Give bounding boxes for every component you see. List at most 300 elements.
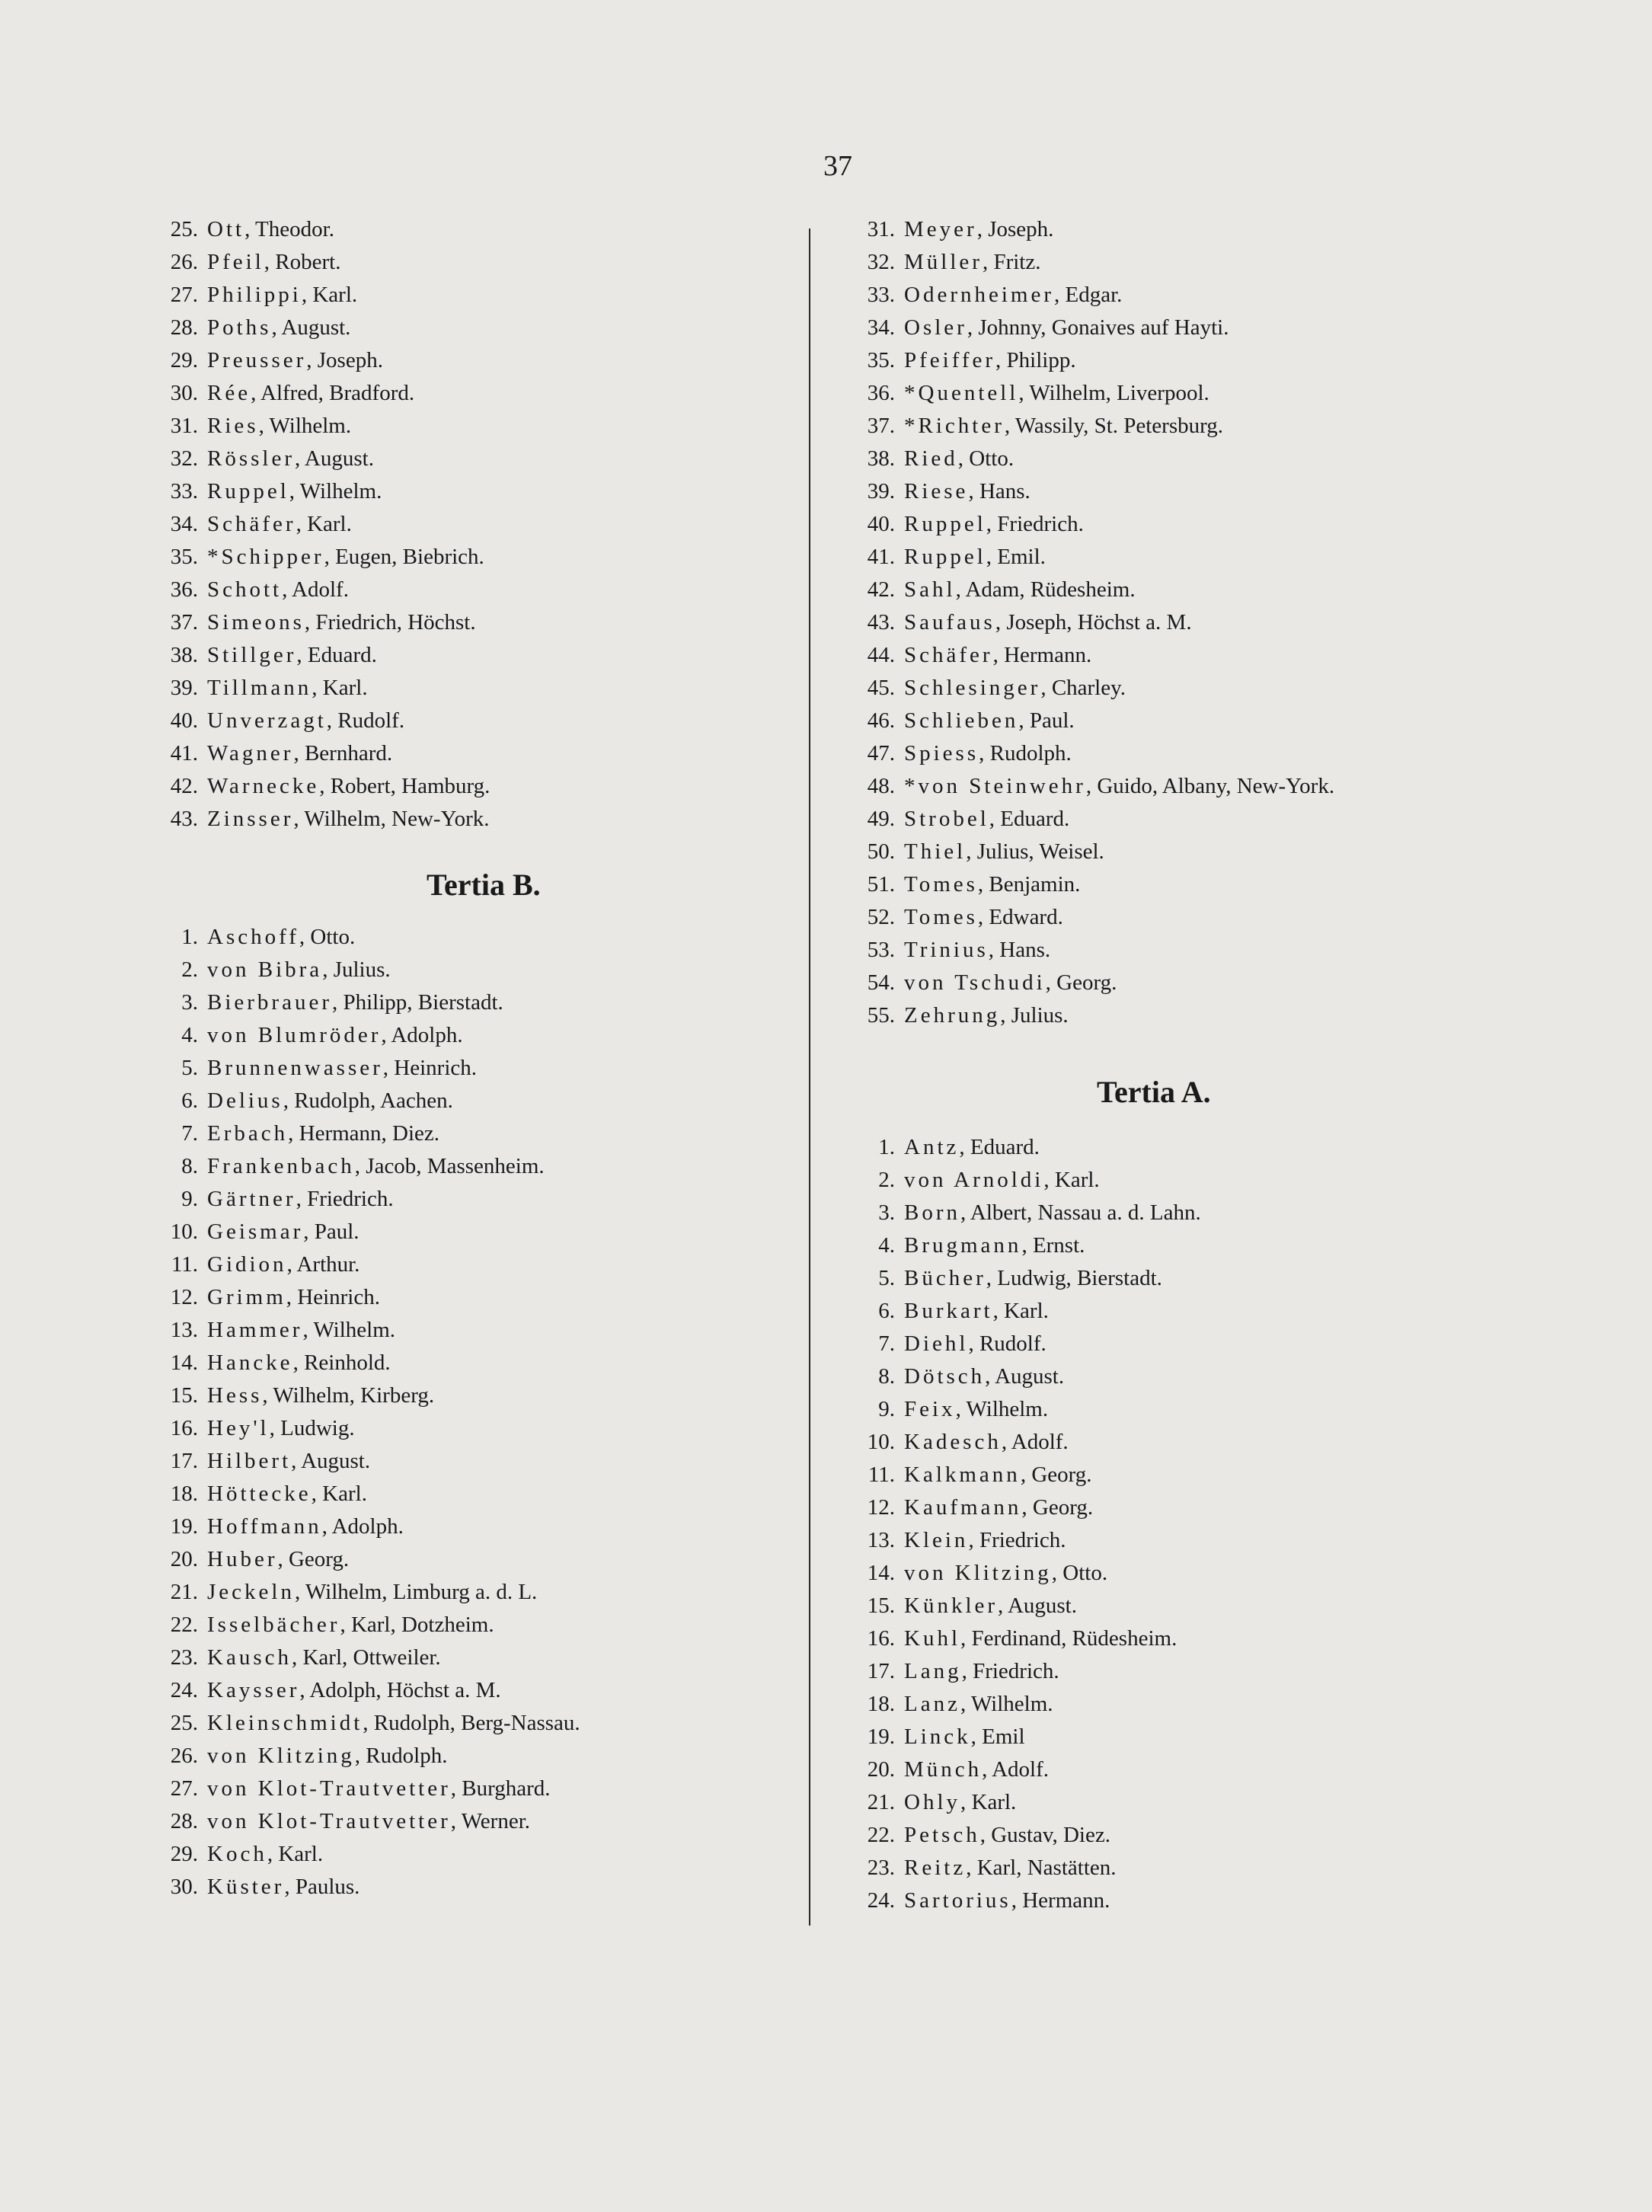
entry-surname: von Klot-Trautvetter [207, 1809, 451, 1833]
entry-separator: , [244, 217, 256, 241]
entry-separator: , [332, 990, 344, 1015]
list-entry [838, 1852, 1523, 1884]
list-entry [145, 574, 792, 606]
entry-number: 14. [170, 1351, 198, 1375]
entry-surname: Hey'l [207, 1416, 270, 1440]
entry-number: 13. [867, 1528, 895, 1552]
entry-separator: , [992, 1299, 1005, 1323]
entry-number: 12. [867, 1495, 895, 1520]
entry-details: Hans. [999, 938, 1051, 962]
entry-details: Wilhelm. [299, 479, 382, 503]
entry-surname: Rössler [207, 446, 295, 471]
entry-details: Guido, Albany, New-York. [1097, 774, 1335, 798]
list-entry [838, 1721, 1523, 1753]
entry-separator: , [986, 1266, 998, 1290]
entry-details: Karl. [971, 1790, 1017, 1814]
entry-surname: Preusser [207, 348, 307, 372]
column-divider [809, 229, 810, 1926]
list-entry [145, 443, 792, 475]
entry-surname: Stillger [207, 643, 297, 667]
list-entry [145, 1838, 792, 1871]
list-entry [145, 312, 792, 344]
entry-details: Adolph, Höchst a. M. [309, 1678, 501, 1702]
entry-details: Joseph. [317, 348, 383, 372]
entry-separator: , [1001, 1430, 1011, 1454]
entry-separator: , [959, 1135, 970, 1159]
entry-separator: , [303, 1219, 315, 1244]
entry-surname: Born [904, 1200, 960, 1225]
entry-details: Wilhelm, Limburg a. d. L. [305, 1580, 538, 1604]
list-entry [145, 954, 792, 986]
list-entry [838, 1197, 1523, 1229]
entry-details: Philipp, Bierstadt. [343, 990, 503, 1015]
entry-number: 16. [170, 1416, 198, 1440]
entry-details: Ernst. [1032, 1233, 1085, 1258]
entry-details: Wilhelm. [313, 1318, 396, 1342]
entry-surname: Feix [904, 1397, 956, 1421]
entry-number: 15. [867, 1593, 895, 1618]
entry-separator: , [979, 741, 990, 766]
list-entry [838, 868, 1523, 901]
entry-surname: Bücher [904, 1266, 986, 1290]
entry-separator: , [306, 348, 318, 372]
entry-surname: Geismar [207, 1219, 304, 1244]
entry-number: 35. [170, 545, 198, 569]
entry-number: 29. [170, 348, 198, 372]
entry-separator: , [284, 1875, 296, 1899]
entry-surname: Poths [207, 315, 272, 340]
entry-surname: Burkart [904, 1299, 993, 1323]
list-entry [838, 1328, 1523, 1360]
entry-details: Adam, Rüdesheim. [965, 577, 1136, 602]
entry-number: 52. [867, 905, 895, 929]
entry-surname: Dötsch [904, 1364, 986, 1389]
list-entry [145, 803, 792, 836]
list-entry [838, 246, 1523, 279]
entry-separator: , [960, 1692, 971, 1716]
entry-surname: Simeons [207, 610, 305, 635]
entry-surname: Sahl [904, 577, 956, 602]
entry-surname: Grimm [207, 1285, 286, 1309]
entry-surname: Odernheimer [904, 283, 1054, 307]
entry-surname: Kaufmann [904, 1495, 1022, 1520]
entry-details: Reinhold. [304, 1351, 391, 1375]
entry-surname: Ruppel [904, 545, 986, 569]
list-entry [838, 803, 1523, 836]
entry-surname: Jeckeln [207, 1580, 295, 1604]
entry-separator: , [986, 545, 998, 569]
entry-separator: , [1004, 414, 1015, 438]
list-entry [145, 1871, 792, 1904]
entry-number: 32. [170, 446, 198, 471]
entry-number: 24. [170, 1678, 198, 1702]
entry-number: 14. [867, 1561, 895, 1585]
entry-number: 43. [867, 610, 895, 635]
entry-details: Eduard. [1000, 807, 1070, 831]
entry-details: Rudolf. [337, 708, 405, 733]
list-entry [838, 705, 1523, 737]
entry-details: Hermann. [1022, 1888, 1110, 1913]
entry-surname: Rée [207, 381, 251, 405]
entry-number: 13. [170, 1318, 198, 1342]
entry-details: Heinrich. [297, 1285, 380, 1309]
entry-details: Robert. [275, 250, 341, 274]
entry-number: 1. [181, 925, 198, 949]
list-entry [838, 1688, 1523, 1721]
entry-details: Ludwig. [280, 1416, 355, 1440]
entry-details: Adolf. [992, 1757, 1049, 1782]
list-entry [838, 1819, 1523, 1852]
list-entry [838, 1786, 1523, 1819]
list-entry [145, 377, 792, 410]
entry-details: Rudolph, Aachen. [294, 1088, 453, 1113]
list-entry [838, 377, 1523, 410]
entry-details: Ludwig, Bierstadt. [997, 1266, 1162, 1290]
entry-separator: , [967, 315, 979, 340]
entry-details: Robert, Hamburg. [330, 774, 490, 798]
list-entry [838, 410, 1523, 443]
entry-details: Hans. [979, 479, 1031, 503]
entry-surname: Schäfer [207, 512, 296, 536]
entry-details: Gustav, Diez. [991, 1823, 1110, 1847]
list-entry [838, 639, 1523, 672]
entry-number: 25. [170, 217, 198, 241]
entry-surname: Gärtner [207, 1187, 296, 1211]
entry-number: 34. [170, 512, 198, 536]
entry-number: 15. [170, 1383, 198, 1408]
list-entry [145, 1347, 792, 1379]
entry-separator: , [955, 577, 966, 602]
entry-details: Albert, Nassau a. d. Lahn. [970, 1200, 1201, 1225]
entry-surname: Schott [207, 577, 283, 602]
entry-details: Emil [982, 1725, 1025, 1749]
entry-separator: , [326, 708, 338, 733]
entry-details: Joseph, Höchst a. M. [1006, 610, 1192, 635]
entry-separator: , [267, 1842, 279, 1866]
list-entry [145, 1478, 792, 1510]
entry-separator: , [989, 807, 1001, 831]
entry-details: Karl, Dotzheim. [350, 1613, 494, 1637]
entry-number: 40. [867, 512, 895, 536]
entry-separator: , [288, 1121, 299, 1146]
entry-details: Werner. [461, 1809, 531, 1833]
list-entry [145, 1248, 792, 1281]
entry-separator: , [1020, 1462, 1032, 1487]
entry-separator: , [450, 1776, 462, 1801]
entry-details: Wilhelm. [966, 1397, 1049, 1421]
entry-details: August. [281, 315, 351, 340]
entry-separator: , [450, 1809, 462, 1833]
page-number: 37 [823, 150, 852, 182]
list-entry [838, 574, 1523, 606]
entry-details: Otto. [310, 925, 356, 949]
list-entry [838, 1655, 1523, 1688]
entry-separator: , [1018, 708, 1030, 733]
entry-number: 18. [170, 1482, 198, 1506]
entry-separator: , [1000, 1003, 1011, 1028]
entry-surname: Hoffmann [207, 1514, 322, 1539]
entry-number: 18. [867, 1692, 895, 1716]
entry-surname: Höttecke [207, 1482, 312, 1506]
entry-number: 36. [170, 577, 198, 602]
entry-number: 28. [170, 315, 198, 340]
entry-surname: Kausch [207, 1645, 292, 1670]
entry-number: 17. [867, 1659, 895, 1683]
list-entry [145, 410, 792, 443]
entry-separator: , [296, 643, 308, 667]
entry-details: Otto. [1062, 1561, 1108, 1585]
entry-details: Eugen, Biebrich. [335, 545, 484, 569]
list-entry [838, 1557, 1523, 1590]
entry-details: Julius, Weisel. [976, 839, 1104, 864]
entry-surname: von Tschudi [904, 970, 1046, 995]
entry-details: Karl. [322, 1482, 367, 1506]
entry-separator: , [979, 1823, 992, 1847]
entry-surname: Schlesinger [904, 676, 1041, 700]
entry-surname: Diehl [904, 1331, 969, 1356]
entry-surname: von Bibra [207, 957, 323, 982]
entry-surname: *Schipper [207, 545, 324, 569]
entry-separator: , [381, 1023, 391, 1047]
entry-details: Emil. [997, 545, 1046, 569]
entry-separator: , [258, 414, 270, 438]
entry-separator: , [282, 577, 292, 602]
entry-number: 38. [170, 643, 198, 667]
entry-number: 17. [170, 1449, 198, 1473]
entry-details: Adolf. [292, 577, 349, 602]
entry-number: 23. [867, 1856, 895, 1880]
entry-separator: , [961, 1659, 973, 1683]
entry-surname: Ott [207, 217, 245, 241]
entry-number: 36. [867, 381, 895, 405]
entry-surname: von Klitzing [207, 1744, 355, 1768]
entry-number: 5. [878, 1266, 895, 1290]
entry-surname: Delius [207, 1088, 283, 1113]
list-entry [145, 770, 792, 803]
entry-details: Bernhard. [304, 741, 393, 766]
entry-separator: , [299, 925, 311, 949]
right-top-list [838, 213, 1523, 1032]
entry-number: 41. [170, 741, 198, 766]
entry-number: 5. [181, 1056, 198, 1080]
list-entry [145, 1085, 792, 1117]
entry-separator: , [277, 1547, 289, 1571]
entry-details: Heinrich. [394, 1056, 478, 1080]
entry-surname: Spiess [904, 741, 979, 766]
entry-separator: , [269, 1416, 281, 1440]
entry-number: 39. [170, 676, 198, 700]
entry-details: Friedrich. [979, 1528, 1066, 1552]
list-entry [145, 1281, 792, 1314]
entry-details: Adolph. [331, 1514, 404, 1539]
list-entry [145, 1543, 792, 1576]
entry-surname: Ried [904, 446, 958, 471]
entry-details: Rudolf. [979, 1331, 1046, 1356]
entry-details: Johnny, Gonaives auf Hayti. [978, 315, 1229, 340]
list-entry [145, 1740, 792, 1772]
entry-separator: , [289, 479, 300, 503]
entry-number: 43. [170, 807, 198, 831]
entry-number: 9. [181, 1187, 198, 1211]
entry-surname: Ohly [904, 1790, 960, 1814]
list-entry [145, 921, 792, 954]
entry-surname: Ries [207, 414, 259, 438]
entry-surname: Frankenbach [207, 1154, 355, 1178]
entry-details: Otto. [969, 446, 1015, 471]
entry-number: 8. [878, 1364, 895, 1389]
entry-details: Theodor. [255, 217, 334, 241]
list-entry [145, 475, 792, 508]
entry-number: 54. [867, 970, 895, 995]
entry-separator: , [283, 1088, 295, 1113]
list-entry [145, 705, 792, 737]
entry-details: Adolf. [1011, 1430, 1069, 1454]
entry-separator: , [296, 512, 308, 536]
entry-surname: Hammer [207, 1318, 303, 1342]
entry-details: Joseph. [988, 217, 1054, 241]
section-title-tertia-a: Tertia A. [1097, 1075, 1211, 1109]
entry-surname: Tillmann [207, 676, 312, 700]
entry-number: 3. [878, 1200, 895, 1225]
entry-number: 47. [867, 741, 895, 766]
list-entry [838, 967, 1523, 999]
entry-number: 37. [867, 414, 895, 438]
list-entry [145, 279, 792, 312]
entry-separator: , [293, 741, 305, 766]
entry-separator: , [960, 1790, 972, 1814]
entry-separator: , [986, 512, 998, 536]
list-entry [145, 1445, 792, 1478]
list-entry [838, 1884, 1523, 1917]
entry-number: 11. [868, 1462, 895, 1487]
entry-surname: Riese [904, 479, 969, 503]
entry-number: 4. [181, 1023, 198, 1047]
list-entry [838, 1229, 1523, 1262]
entry-separator: , [321, 1514, 332, 1539]
list-entry [838, 1360, 1523, 1393]
entry-number: 11. [171, 1252, 198, 1277]
entry-number: 27. [170, 283, 198, 307]
entry-surname: Gidion [207, 1252, 287, 1277]
entry-details: Karl. [307, 512, 352, 536]
entry-separator: , [976, 217, 989, 241]
list-entry [838, 737, 1523, 770]
list-entry [145, 639, 792, 672]
entry-details: Friedrich. [307, 1187, 394, 1211]
entry-surname: Koch [207, 1842, 267, 1866]
entry-details: Wilhelm, New-York. [304, 807, 490, 831]
entry-separator: , [264, 250, 276, 274]
entry-surname: Tomes [904, 905, 978, 929]
entry-separator: , [1051, 1561, 1063, 1585]
entry-surname: von Klot-Trautvetter [207, 1776, 451, 1801]
entry-details: Georg. [1032, 1495, 1094, 1520]
entry-separator: , [995, 348, 1007, 372]
entry-number: 53. [867, 938, 895, 962]
entry-surname: Pfeil [207, 250, 264, 274]
entry-details: Wilhelm. [269, 414, 352, 438]
entry-separator: , [957, 446, 970, 471]
entry-number: 32. [867, 250, 895, 274]
entry-number: 41. [867, 545, 895, 569]
entry-number: 35. [867, 348, 895, 372]
list-entry [145, 1412, 792, 1445]
entry-details: Rudolph, Berg-Nassau. [373, 1711, 580, 1735]
entry-details: Edgar. [1065, 283, 1123, 307]
entry-number: 10. [170, 1219, 198, 1244]
entry-surname: Küster [207, 1875, 285, 1899]
list-entry [838, 1524, 1523, 1557]
entry-details: August. [1007, 1593, 1077, 1618]
list-entry [145, 1772, 792, 1805]
entry-number: 44. [867, 643, 895, 667]
entry-number: 31. [170, 414, 198, 438]
entry-details: Karl. [312, 283, 358, 307]
entry-number: 26. [170, 1744, 198, 1768]
entry-surname: Antz [904, 1135, 960, 1159]
list-entry [838, 1590, 1523, 1622]
entry-details: Charley. [1051, 676, 1126, 700]
entry-surname: Kalkmann [904, 1462, 1021, 1487]
list-entry [838, 1164, 1523, 1197]
entry-separator: , [968, 479, 979, 503]
entry-separator: , [292, 1351, 305, 1375]
entry-separator: , [988, 938, 1000, 962]
entry-surname: von Klitzing [904, 1561, 1052, 1585]
entry-details: Hermann. [1004, 643, 1092, 667]
entry-separator: , [354, 1744, 366, 1768]
entry-details: August. [995, 1364, 1065, 1389]
list-entry [838, 672, 1523, 705]
entry-separator: , [955, 1397, 967, 1421]
entry-surname: Lanz [904, 1692, 960, 1716]
list-entry [838, 508, 1523, 541]
entry-separator: , [1021, 1233, 1033, 1258]
entry-separator: , [322, 957, 334, 982]
entry-separator: , [312, 676, 323, 700]
list-entry [838, 1262, 1523, 1295]
list-entry [838, 1393, 1523, 1426]
entry-surname: Bierbrauer [207, 990, 332, 1015]
entry-number: 6. [878, 1299, 895, 1323]
entry-separator: , [992, 643, 1005, 667]
entry-number: 51. [867, 872, 895, 897]
list-entry [145, 1019, 792, 1052]
list-entry [838, 1426, 1523, 1459]
entry-separator: , [319, 774, 331, 798]
entry-surname: Münch [904, 1757, 983, 1782]
list-entry [145, 1674, 792, 1707]
right-column [838, 213, 1523, 1917]
entry-surname: Wagner [207, 741, 294, 766]
entry-details: Karl. [1054, 1168, 1100, 1192]
entry-separator: , [1045, 970, 1057, 995]
entry-surname: Ruppel [207, 479, 289, 503]
list-entry [838, 443, 1523, 475]
entry-details: Karl, Ottweiler. [302, 1645, 441, 1670]
entry-number: 12. [170, 1285, 198, 1309]
entry-separator: , [1040, 676, 1052, 700]
entry-details: August. [301, 1449, 371, 1473]
entry-details: Georg. [1056, 970, 1117, 995]
entry-details: Burghard. [462, 1776, 551, 1801]
entry-separator: , [286, 1285, 298, 1309]
entry-number: 4. [878, 1233, 895, 1258]
entry-number: 30. [170, 1875, 198, 1899]
list-entry [145, 1641, 792, 1674]
entry-separator: , [301, 283, 313, 307]
list-entry [838, 1131, 1523, 1164]
